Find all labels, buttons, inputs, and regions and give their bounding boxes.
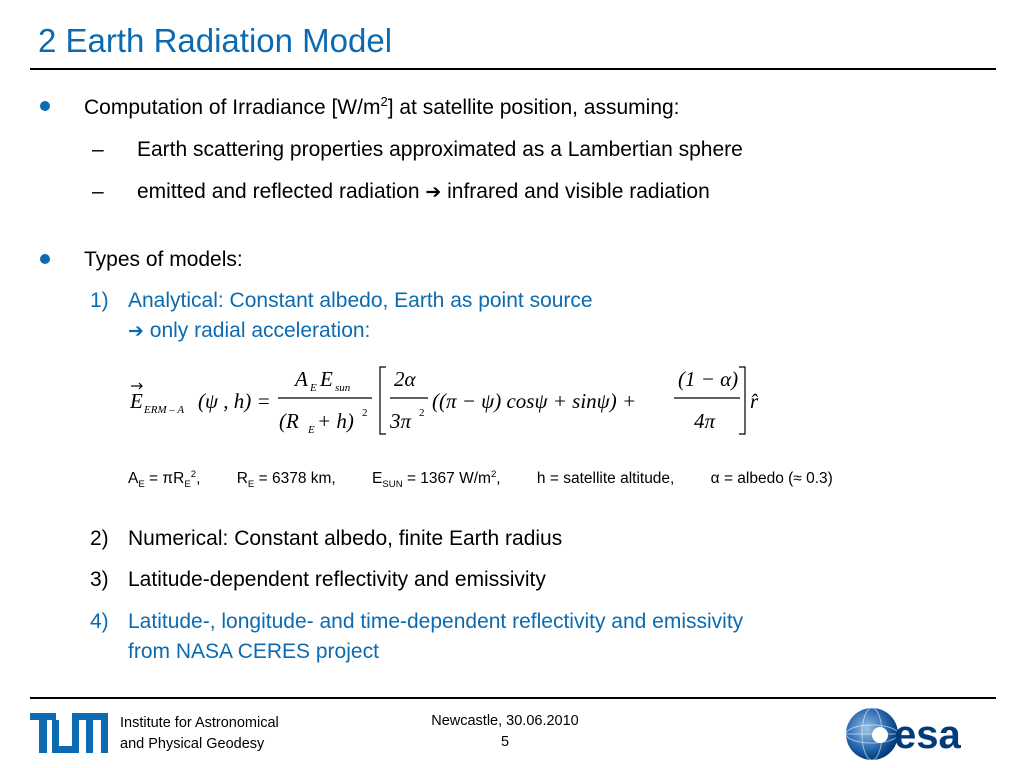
frac1-den-sub: E xyxy=(308,424,315,436)
item-number: 2) xyxy=(90,527,109,550)
def-h: h = satellite altitude, xyxy=(536,470,675,487)
def-re-b: = 6378 km, xyxy=(254,470,336,487)
item-number: 1) xyxy=(90,289,109,312)
frac1-num-Asub: E xyxy=(310,382,317,394)
item-number: 3) xyxy=(90,568,109,591)
sub-bullet-radiation xyxy=(137,180,710,203)
item-ceres: Latitude-, longitude- and time-dependent reflectivity and emissivity xyxy=(128,610,744,633)
def-esun xyxy=(372,468,501,491)
formula-middle: ((π − ψ) cosψ + sinψ) + xyxy=(432,389,637,413)
def-ae xyxy=(128,468,201,491)
item-number: 4) xyxy=(90,610,109,633)
item-ceres-line2: from NASA CERES project xyxy=(128,640,379,663)
frac2-den: 3π xyxy=(390,409,412,433)
esa-logo xyxy=(842,706,998,767)
footer-divider xyxy=(30,697,996,699)
title-divider xyxy=(30,68,996,70)
def-ae-sup: 2 xyxy=(190,468,197,480)
frac1-den-sup: 2 xyxy=(362,407,368,419)
footer-institute-line1: Institute for Astronomical xyxy=(120,715,279,731)
def-re-sub: E xyxy=(247,479,255,491)
formula-svg xyxy=(128,362,768,440)
tum-logo xyxy=(30,713,108,758)
formula-lhs-sub: ERM – A xyxy=(144,404,185,416)
def-re-a: R xyxy=(236,470,248,487)
footer-center xyxy=(405,711,605,753)
frac1-num-Esub: sun xyxy=(335,382,351,394)
frac1-num-E: E xyxy=(320,367,333,391)
def-re xyxy=(236,470,336,491)
frac2-num: 2α xyxy=(394,367,416,391)
slide-title: 2 Earth Radiation Model xyxy=(38,22,393,59)
bullet-icon xyxy=(40,101,50,111)
item-analytical-text2: only radial acceleration: xyxy=(149,319,371,342)
def-ae-sub2: E xyxy=(184,479,191,491)
bullet-types: Types of models: xyxy=(84,248,243,271)
footer-institute-line2: and Physical Geodesy xyxy=(120,736,265,752)
frac1-den-rest: + h) xyxy=(317,409,354,433)
bullet-irradiance-text: Computation of Irradiance [W/m xyxy=(84,96,381,119)
item-analytical-line2 xyxy=(128,319,370,342)
def-ae-c: , xyxy=(196,470,201,487)
esa-wordmark: esa xyxy=(894,713,961,757)
formula-lhs-args: (ψ , h) = xyxy=(198,389,271,413)
definitions-line xyxy=(128,468,833,491)
def-alpha: α = albedo (≈ 0.3) xyxy=(710,470,833,487)
def-esun-sub: SUN xyxy=(382,479,403,491)
def-ae-sub: E xyxy=(138,479,145,491)
sub-bullet-radiation-b: infrared and visible radiation xyxy=(447,180,710,203)
footer-event: Newcastle, 30.06.2010 xyxy=(431,713,579,729)
sub-bullet-radiation-a: emitted and reflected radiation xyxy=(137,180,420,203)
frac1-den: (R xyxy=(279,409,299,433)
dash-marker: – xyxy=(92,138,104,161)
def-esun-b: = 1367 W/m xyxy=(402,470,491,487)
def-esun-sup: 2 xyxy=(490,468,497,480)
page-number: 5 xyxy=(500,734,510,750)
item-latitude: Latitude-dependent reflectivity and emissivity xyxy=(128,568,546,591)
def-ae-b: = πR xyxy=(144,470,185,487)
bullet-icon xyxy=(40,254,50,264)
def-esun-a: E xyxy=(372,470,383,487)
arrow-right-icon: ➔ xyxy=(128,320,144,342)
frac3-den: 4π xyxy=(694,409,716,433)
frac1-num-A: A xyxy=(295,367,308,391)
footer-institute xyxy=(120,713,279,755)
item-analytical: Analytical: Constant albedo, Earth as point source xyxy=(128,289,593,312)
frac3-num: (1 − α) xyxy=(678,367,739,391)
frac2-den-sup: 2 xyxy=(419,407,425,419)
arrow-right-icon: ➔ xyxy=(425,181,442,203)
formula-rhat: r̂ xyxy=(750,389,759,413)
bullet-irradiance xyxy=(84,96,680,119)
def-ae-a: A xyxy=(128,470,139,487)
dash-marker: – xyxy=(92,180,104,203)
def-esun-c: , xyxy=(496,470,501,487)
unit-superscript: 2 xyxy=(380,94,388,109)
item-numerical: Numerical: Constant albedo, finite Earth radius xyxy=(128,527,563,550)
formula-lhs-E: E xyxy=(130,389,143,413)
sub-bullet-lambertian: Earth scattering properties approximated as a Lambertian sphere xyxy=(137,138,743,161)
radiation-formula xyxy=(128,362,768,440)
bullet-irradiance-rest: ] at satellite position, assuming: xyxy=(387,96,680,119)
